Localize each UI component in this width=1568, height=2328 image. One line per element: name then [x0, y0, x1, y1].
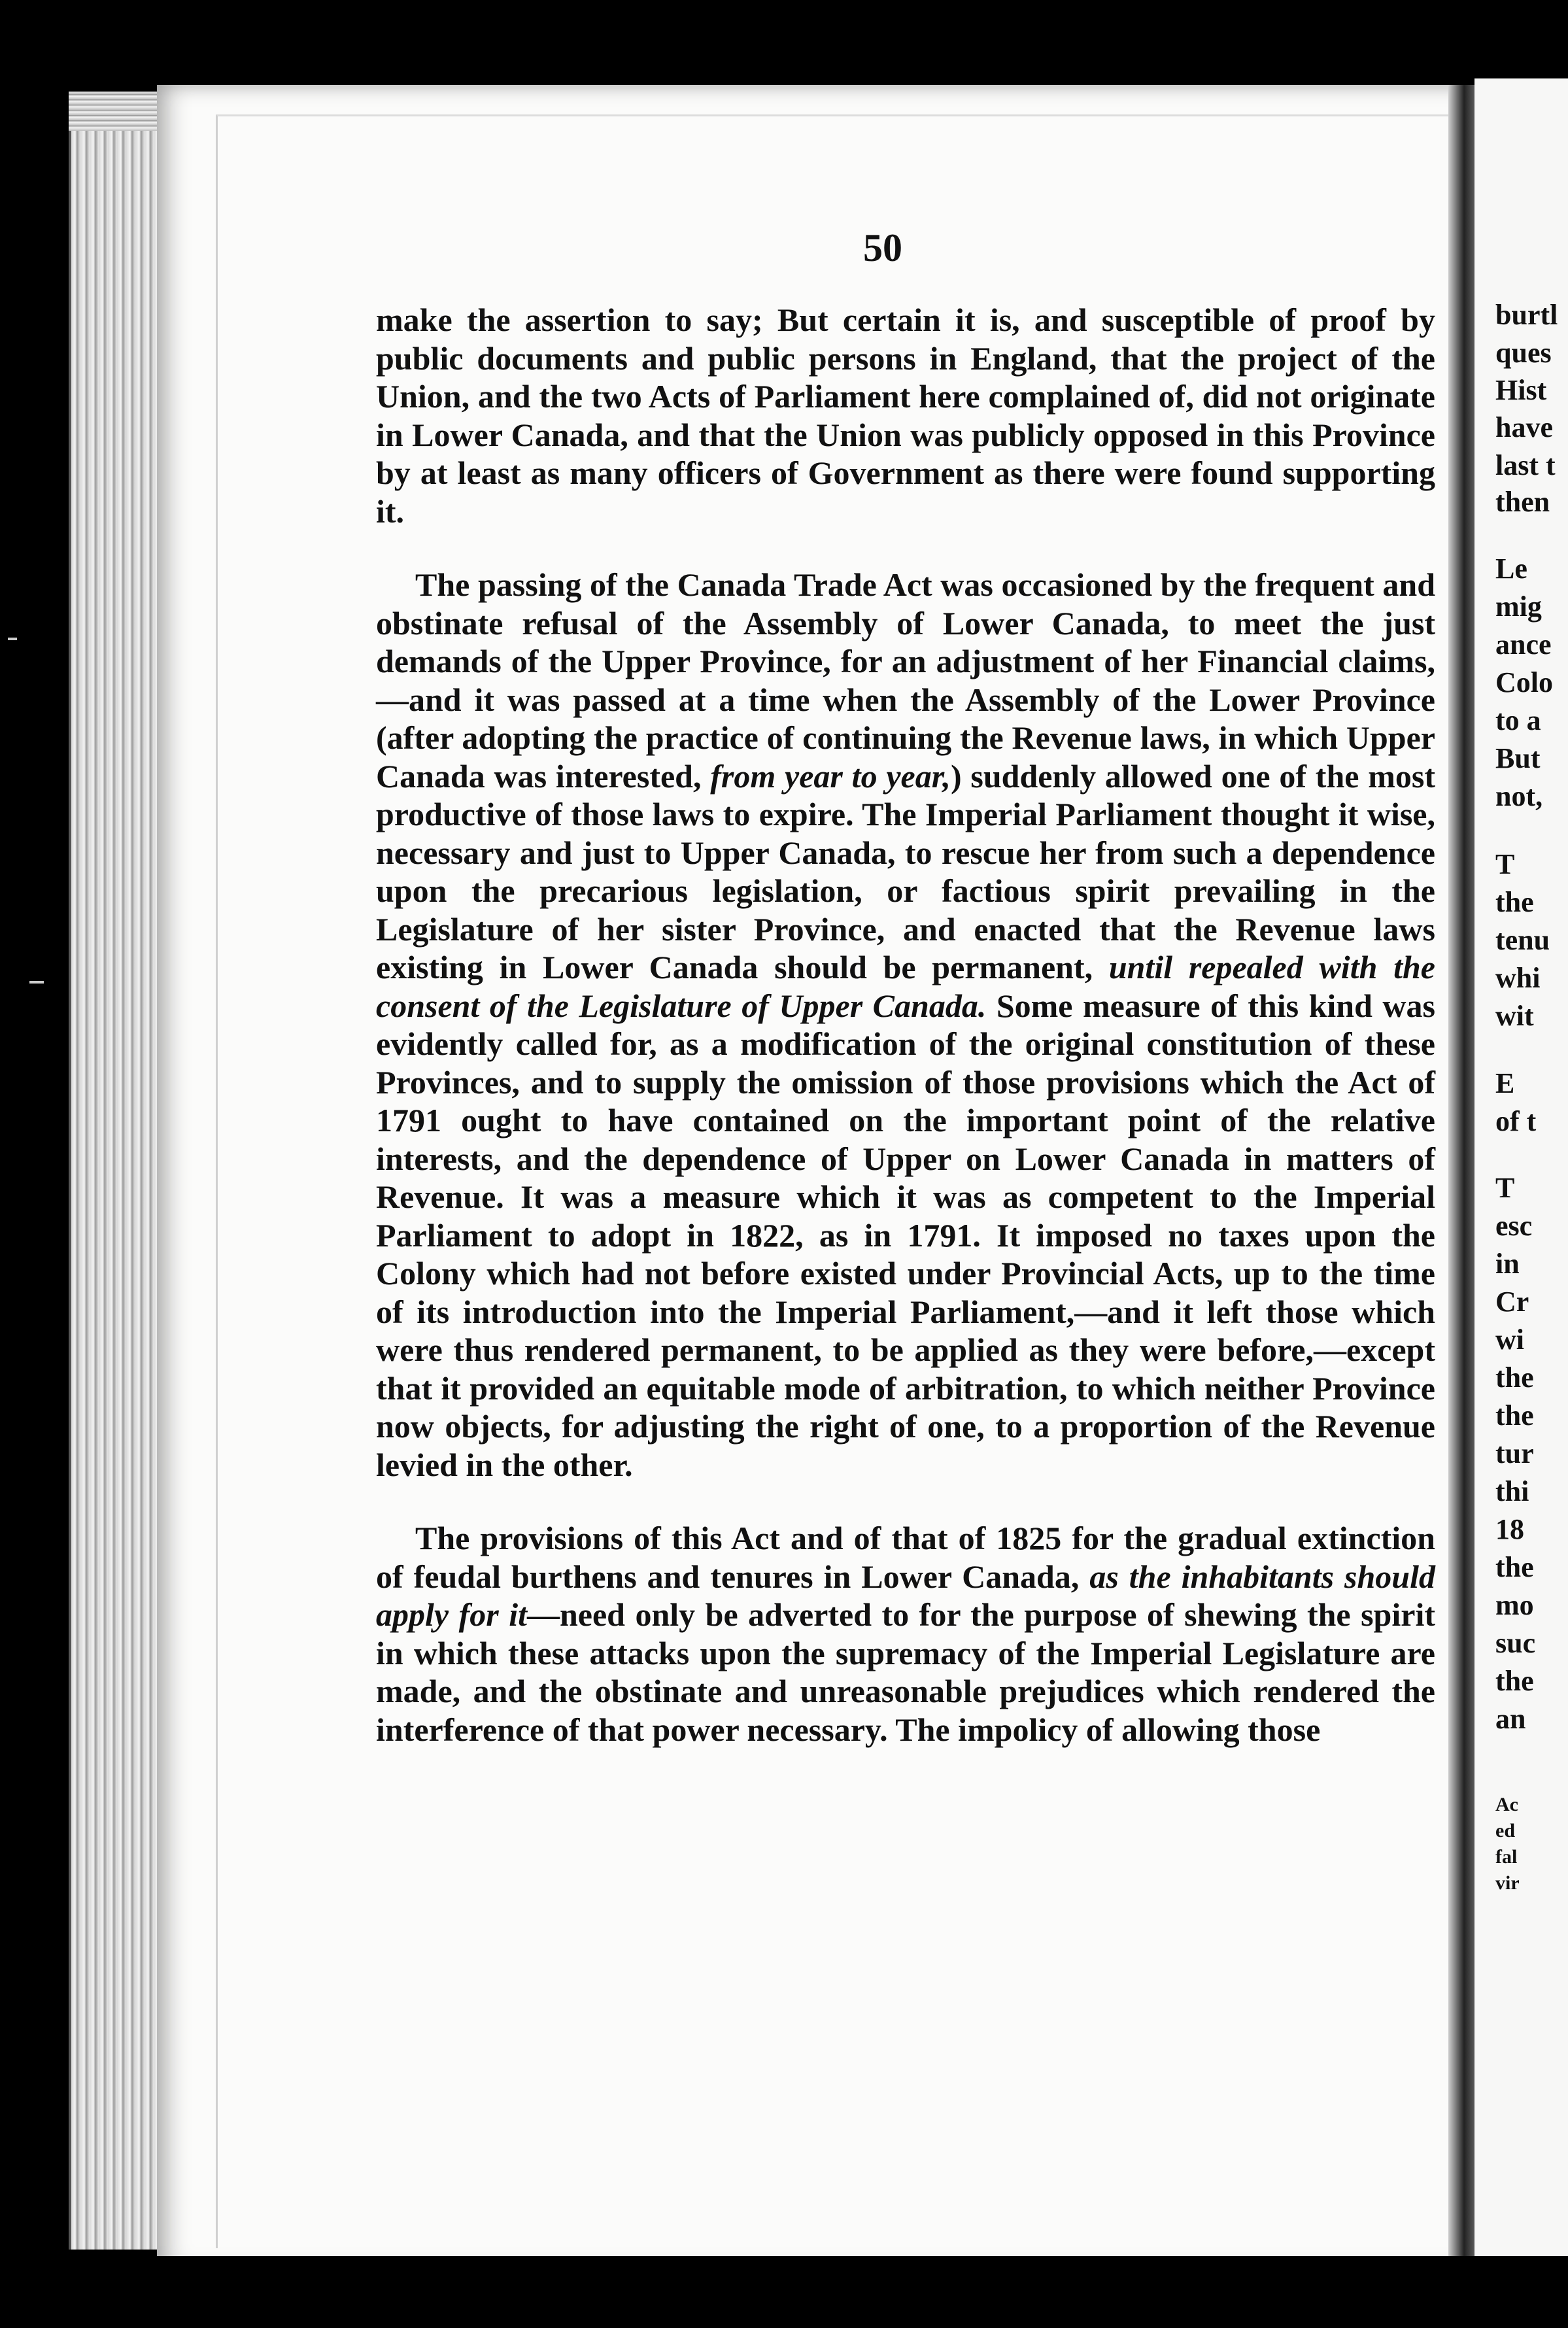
adjacent-page-fragment: of t [1495, 1105, 1537, 1137]
adjacent-page-fragment: wit [1495, 1000, 1534, 1032]
adjacent-page-fragment: esc [1495, 1210, 1533, 1242]
adjacent-page-fragment: Hist [1495, 374, 1547, 406]
adjacent-page-fragment: the [1495, 1665, 1534, 1697]
adjacent-page-fragment: the [1495, 1361, 1534, 1394]
text-run: make the assertion to say; But certain it is, and susceptible of proof by public documents and public persons in England, that the project of the Union, and the two Acts of Parliament here complained of, did not originate in Lower Canada, and that the Union was publicly opposed in this Province by at least as many officers of Government as there were found supporting it. [376, 301, 1435, 530]
page-stack-edge [69, 92, 169, 2250]
adjacent-page-fragment: have [1495, 411, 1553, 443]
adjacent-page-fragment: then [1495, 486, 1550, 518]
adjacent-page-fragment: mo [1495, 1589, 1534, 1621]
adjacent-page-fragment: the [1495, 886, 1534, 918]
scan-speck [29, 981, 44, 984]
adjacent-page-fragment: suc [1495, 1627, 1536, 1659]
text-run: —need only be adverted to for the purpose of shewing the spirit in which these attacks upon the supremacy of the Imperial Legislature are made, and the obstinate and unreasonable prejudices which rendered the interference of that power necessary. The impolicy of allowing those [376, 1596, 1435, 1748]
adjacent-page-fragment: ed [1495, 1820, 1515, 1841]
adjacent-page-fragment: 18 [1495, 1513, 1524, 1545]
adjacent-page-fragment: to a [1495, 704, 1541, 736]
adjacent-page-fragment: whi [1495, 962, 1541, 994]
adjacent-page-fragment: tenu [1495, 924, 1550, 956]
text-run: ) suddenly allowed one of the most productive of those laws to expire. The Imperial Parliament thought it wise, necessary and just to Upper Canada, to rescue her from such a dependence upon the precarious legislation, or factious spirit prevailing in the Legislature of her sister Province, and enacted that the Revenue laws existing in Lower Canada should be permanent, [376, 757, 1435, 985]
adjacent-page-fragment: not, [1495, 780, 1543, 812]
adjacent-page-fragment: the [1495, 1399, 1534, 1431]
adjacent-page-fragment: an [1495, 1703, 1526, 1735]
adjacent-page-fragment: burtl [1495, 299, 1558, 331]
adjacent-page-fragment: thi [1495, 1475, 1529, 1507]
adjacent-page-fragment: But [1495, 742, 1541, 774]
adjacent-page-fragment: T [1495, 1172, 1515, 1204]
adjacent-page [1474, 78, 1568, 2256]
adjacent-page-fragment: ance [1495, 628, 1552, 660]
adjacent-page-fragment: ques [1495, 337, 1552, 369]
adjacent-page-fragment: Ac [1495, 1794, 1518, 1815]
italic-run: until repealed with the consent of the Legislature of Upper Canada. [376, 949, 1435, 1024]
italic-run: as the inhabitants should apply for it [376, 1558, 1435, 1633]
adjacent-page-fragment: Colo [1495, 666, 1553, 698]
italic-run: from year to year, [710, 757, 951, 795]
adjacent-page-fragment: the [1495, 1551, 1534, 1583]
paragraph [376, 301, 1435, 530]
text-run: The passing of the Canada Trade Act was occasioned by the frequent and obstinate refusal of the Assembly of Lower Canada, to meet the just demands of the Upper Province, for an adjustment of her Financial claims,—and it was passed at a time when the Assembly of the Lower Province (after adopting the practice of continuing the Revenue laws, in which Upper Canada was interested, [376, 566, 1435, 795]
adjacent-page-fragment: Cr [1495, 1286, 1529, 1318]
text-run: Some measure of this kind was evidently called for, as a modification of the original constitution of these Provinces, and to supply the omission of those provisions which the Act of 1791 ought to have contained on the important point of the relative interests, and the dependence of Upper on Lower Canada in matters of Revenue. It was a measure which it was as competent to the Imperial Parliament to adopt in 1822, as in 1791. It imposed no taxes upon the Colony which had not before existed under Provincial Acts, up to the time of its introduction into the Imperial Parliament,—and it left those which were thus rendered permanent, to be applied as they were before,—except that it provided an equitable mode of arbitration, to which neither Province now objects, for adjusting the right of one, to a proportion of the Revenue levied in the other. [376, 987, 1435, 1483]
adjacent-page-fragment: E [1495, 1067, 1515, 1099]
adjacent-page-fragment: vir [1495, 1872, 1520, 1894]
adjacent-page-fragment: wi [1495, 1324, 1524, 1356]
adjacent-page-fragment: Le [1495, 553, 1527, 585]
paragraph [376, 1519, 1435, 1749]
adjacent-page-fragment: T [1495, 848, 1515, 880]
adjacent-page-fragment: last t [1495, 449, 1556, 481]
scan-speck [8, 638, 17, 640]
adjacent-page-fragment: tur [1495, 1437, 1534, 1469]
adjacent-page-fragment: mig [1495, 591, 1542, 623]
paragraph [376, 566, 1435, 1484]
text-run: The provisions of this Act and of that of 1825 for the gradual extinction of feudal burthens and tenures in Lower Canada, [376, 1520, 1435, 1595]
adjacent-page-fragment: fal [1495, 1846, 1518, 1868]
adjacent-page-fragment: in [1495, 1248, 1520, 1280]
page-body-text [376, 301, 1435, 1749]
page-number: 50 [863, 226, 902, 269]
book-gutter [1448, 85, 1474, 2256]
